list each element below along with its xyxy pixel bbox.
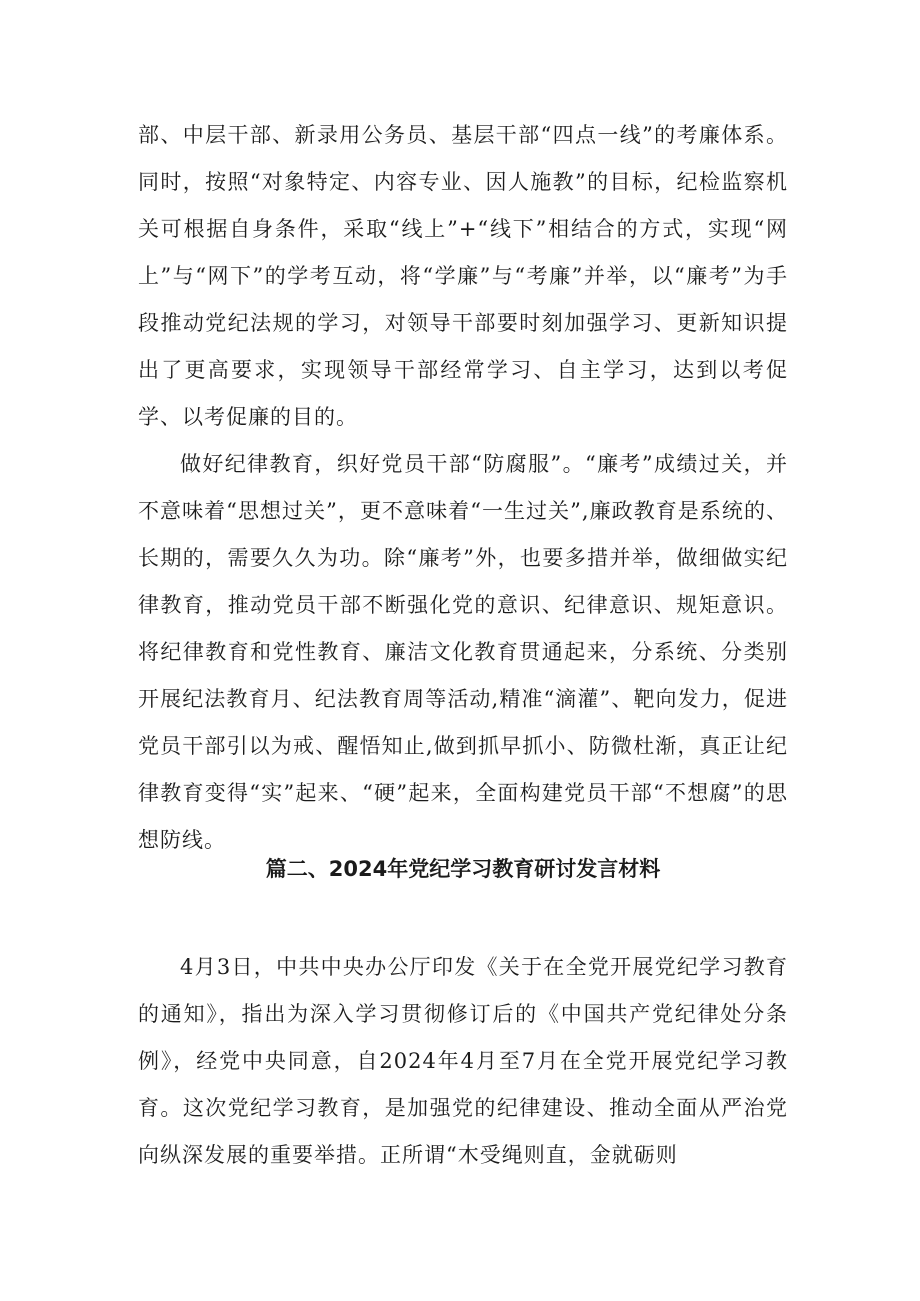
paragraph-notice-intro: 4月3日，中共中央办公厅印发《关于在全党开展党纪学习教育的通知》，指出为深入学习贯彻修订后的《中国共产党纪律处分条例》，经党中央同意，自2024年4月至7月在全党开展党纪学习教育。这次党纪学习教育，是加强党的纪律建设、推动全面从严治党向纵深发展的重要举措。正所谓“木受绳则直，金就砺则 (138, 955, 788, 1167)
paragraph-discipline-education: 做好纪律教育，织好党员干部“防腐服”。“廉考”成绩过关，并不意味着“思想过关”，更不意味着“一生过关”,廉政教育是系统的、长期的，需要久久为功。除“廉考”外，也要多措并举，做细做实纪律教育，推动党员干部不断强化党的意识、纪律意识、规矩意识。将纪律教育和党性教育、廉洁文化教育贯通起来，分系统、分类别开展纪法教育月、纪法教育周等活动,精准“滴灌”、靶向发力，促进党员干部引以为戒、醒悟知止,做到抓早抓小、防微杜渐，真正让纪律教育变得“实”起来、“硬”起来，全面构建党员干部“不想腐”的思想防线。 (138, 452, 788, 852)
document-body-bottom (138, 944, 788, 1179)
section-heading: 篇二、2024年党纪学习教育研讨发言材料 (265, 857, 661, 881)
document-body-top (138, 112, 788, 864)
paragraph-continuation: 部、中层干部、新录用公务员、基层干部“四点一线”的考廉体系。同时，按照“对象特定、内容专业、因人施教”的目标，纪检监察机关可根据自身条件，采取“线上”+“线下”相结合的方式，实现“网上”与“网下”的学考互动，将“学廉”与“考廉”并举，以“廉考”为手段推动党纪法规的学习，对领导干部要时刻加强学习、更新知识提出了更高要求，实现领导干部经常学习、自主学习，达到以考促学、以考促廉的目的。 (138, 123, 788, 429)
